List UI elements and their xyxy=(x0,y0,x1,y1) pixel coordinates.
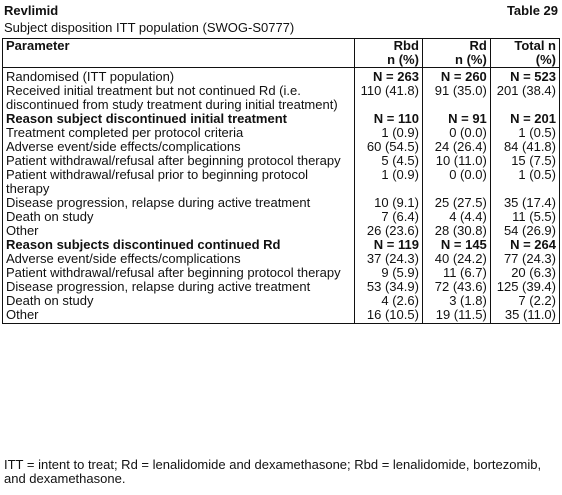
row-label: Reason subjects discontinued continued Rd xyxy=(3,238,355,252)
table-row xyxy=(3,196,560,210)
cell-total: 20 (6.3) xyxy=(490,266,559,280)
row-label: Adverse event/side effects/complications xyxy=(3,140,355,154)
cell-rbd: N = 263 xyxy=(354,68,422,85)
cell-rbd: 4 (2.6) xyxy=(354,294,422,308)
cell-rd: 10 (11.0) xyxy=(422,154,490,168)
cell-rd: N = 145 xyxy=(422,238,490,252)
header-total xyxy=(490,39,559,68)
cell-rbd: N = 119 xyxy=(354,238,422,252)
cell-rbd: 37 (24.3) xyxy=(354,252,422,266)
cell-rbd: 10 (9.1) xyxy=(354,196,422,210)
brand-title: Revlimid xyxy=(4,3,59,18)
cell-total: 77 (24.3) xyxy=(490,252,559,266)
table-section-row xyxy=(3,112,560,126)
table-row xyxy=(3,280,560,294)
cell-total: 1 (0.5) xyxy=(490,126,559,140)
cell-total: N = 523 xyxy=(490,68,559,85)
header-rbd xyxy=(354,39,422,68)
row-label: Patient withdrawal/refusal after beginning protocol therapy xyxy=(3,154,355,168)
cell-rd: 0 (0.0) xyxy=(422,168,490,196)
cell-rd: 28 (30.8) xyxy=(422,224,490,238)
cell-rbd: 26 (23.6) xyxy=(354,224,422,238)
cell-total: 125 (39.4) xyxy=(490,280,559,294)
row-label: Patient withdrawal/refusal after beginning protocol therapy xyxy=(3,266,355,280)
cell-rd: 0 (0.0) xyxy=(422,126,490,140)
row-label: Randomised (ITT population) xyxy=(3,68,355,85)
table-row xyxy=(3,154,560,168)
table-row xyxy=(3,224,560,238)
row-label: Patient withdrawal/refusal prior to beginning protocol therapy xyxy=(3,168,355,196)
cell-rbd: 53 (34.9) xyxy=(354,280,422,294)
cell-total: 54 (26.9) xyxy=(490,224,559,238)
table-body xyxy=(3,68,560,324)
cell-rd: 25 (27.5) xyxy=(422,196,490,210)
cell-rd: 11 (6.7) xyxy=(422,266,490,280)
cell-total: 15 (7.5) xyxy=(490,154,559,168)
cell-rbd: 110 (41.8) xyxy=(354,84,422,112)
header-rd-line2: n (%) xyxy=(455,52,487,67)
cell-rbd: 1 (0.9) xyxy=(354,168,422,196)
cell-rbd: 60 (54.5) xyxy=(354,140,422,154)
table-row xyxy=(3,68,560,85)
row-label: Other xyxy=(3,308,355,324)
document-header xyxy=(0,0,562,38)
row-label: Adverse event/side effects/complications xyxy=(3,252,355,266)
table-row xyxy=(3,84,560,112)
cell-total: 1 (0.5) xyxy=(490,168,559,196)
row-label: Disease progression, relapse during active treatment xyxy=(3,196,355,210)
table-row xyxy=(3,308,560,324)
cell-rbd: 1 (0.9) xyxy=(354,126,422,140)
cell-total: 84 (41.8) xyxy=(490,140,559,154)
table-row xyxy=(3,210,560,224)
cell-total: 201 (38.4) xyxy=(490,84,559,112)
cell-rd: 3 (1.8) xyxy=(422,294,490,308)
cell-rbd: 16 (10.5) xyxy=(354,308,422,324)
cell-total: 35 (11.0) xyxy=(490,308,559,324)
table-header-row xyxy=(3,39,560,68)
cell-rd: 72 (43.6) xyxy=(422,280,490,294)
cell-rd: 4 (4.4) xyxy=(422,210,490,224)
table-subtitle: Subject disposition ITT population (SWOG-S0777) xyxy=(4,20,295,35)
disposition-table xyxy=(2,38,560,324)
cell-rd: 19 (11.5) xyxy=(422,308,490,324)
cell-total: 11 (5.5) xyxy=(490,210,559,224)
cell-rbd: 9 (5.9) xyxy=(354,266,422,280)
header-rd-line1: Rd xyxy=(469,38,487,53)
header-rd xyxy=(422,39,490,68)
table-footnote: ITT = intent to treat; Rd = lenalidomide and dexamethasone; Rbd = lenalidomide, bortezomib, and dexamethasone. xyxy=(4,457,542,486)
table-row xyxy=(3,266,560,280)
row-label: Treatment completed per protocol criteria xyxy=(3,126,355,140)
cell-rbd: N = 110 xyxy=(354,112,422,126)
cell-rd: 40 (24.2) xyxy=(422,252,490,266)
header-rbd-line2: n (%) xyxy=(387,52,419,67)
header-total-line1: Total n xyxy=(514,38,556,53)
row-label: Reason subject discontinued initial treatment xyxy=(3,112,355,126)
cell-total: 7 (2.2) xyxy=(490,294,559,308)
cell-rbd: 7 (6.4) xyxy=(354,210,422,224)
row-label: Disease progression, relapse during active treatment xyxy=(3,280,355,294)
table-row xyxy=(3,294,560,308)
row-label: Death on study xyxy=(3,294,355,308)
row-label: Death on study xyxy=(3,210,355,224)
table-number: Table 29 xyxy=(506,3,558,18)
table-row xyxy=(3,140,560,154)
cell-rd: 24 (26.4) xyxy=(422,140,490,154)
table-row xyxy=(3,126,560,140)
table-row xyxy=(3,252,560,266)
header-total-line2: (%) xyxy=(535,52,556,67)
header-rbd-line1: Rbd xyxy=(393,38,419,53)
cell-total: N = 201 xyxy=(490,112,559,126)
cell-rd: 91 (35.0) xyxy=(422,84,490,112)
header-parameter: Parameter xyxy=(3,39,355,68)
row-label: Received initial treatment but not continued Rd (i.e. discontinued from study treatment during initial treatment) xyxy=(3,84,355,112)
cell-total: 35 (17.4) xyxy=(490,196,559,210)
cell-rd: N = 91 xyxy=(422,112,490,126)
cell-total: N = 264 xyxy=(490,238,559,252)
cell-rd: N = 260 xyxy=(422,68,490,85)
cell-rbd: 5 (4.5) xyxy=(354,154,422,168)
row-label: Other xyxy=(3,224,355,238)
table-row xyxy=(3,168,560,196)
table-section-row xyxy=(3,238,560,252)
